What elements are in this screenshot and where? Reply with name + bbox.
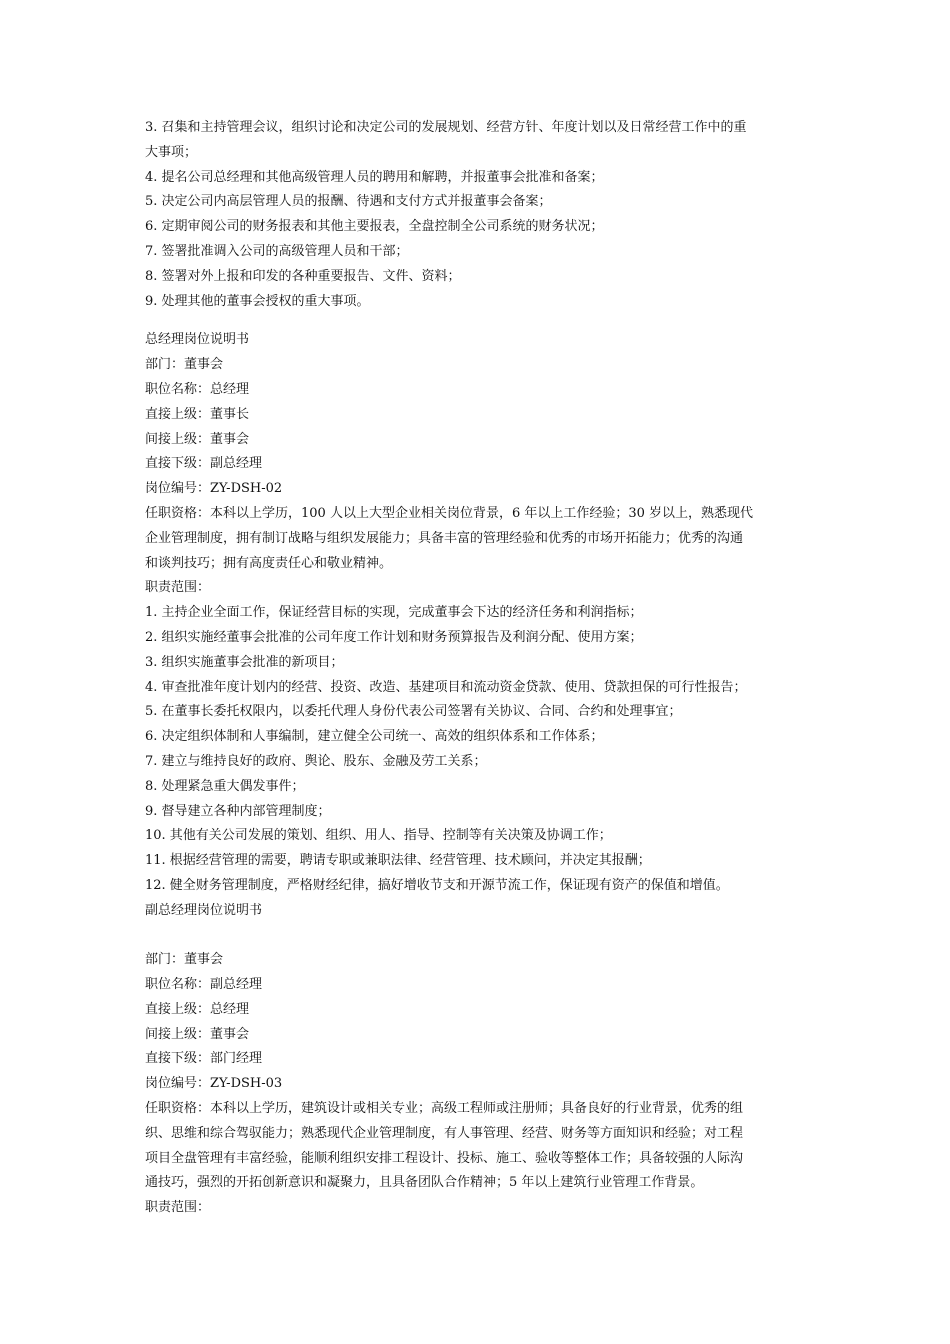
gm-field-direct-superior: 直接上级：董事长	[145, 406, 250, 422]
gm-title: 总经理岗位说明书	[145, 332, 250, 348]
document-page	[145, 116, 825, 1221]
dgm-field-department: 部门：董事会	[145, 952, 224, 968]
gm-duty-item: 8. 处理紧急重大偶发事件；	[145, 778, 305, 794]
gm-qualification-line: 和谈判技巧；拥有高度责任心和敬业精神。	[145, 555, 393, 571]
list-item: 7. 签署批准调入公司的高级管理人员和干部；	[145, 243, 409, 259]
gm-field-position: 职位名称：总经理	[145, 381, 250, 397]
gm-duty-item: 12. 健全财务管理制度，严格财经纪律，搞好增收节支和开源节流工作，保证现有资产的保值和增值。	[145, 877, 729, 893]
gm-section	[145, 328, 825, 898]
dgm-field-position-code: 岗位编号：ZY-DSH-03	[145, 1076, 283, 1092]
list-item: 8. 签署对外上报和印发的各种重要报告、文件、资料；	[145, 268, 461, 284]
gm-duty-item: 9. 督导建立各种内部管理制度；	[145, 803, 331, 819]
gm-duty-item: 3. 组织实施董事会批准的新项目；	[145, 654, 344, 670]
dgm-field-direct-subordinate: 直接下级：部门经理	[145, 1051, 263, 1067]
list-item: 6. 定期审阅公司的财务报表和其他主要报表，全盘控制全公司系统的财务状况；	[145, 219, 604, 235]
dgm-duties-label: 职责范围：	[145, 1200, 211, 1216]
dgm-qualification-line: 织、思维和综合驾驭能力；熟悉现代企业管理制度，有人事管理、经营、财务等方面知识和经验；对工程	[145, 1125, 744, 1141]
list-item: 5. 决定公司内高层管理人员的报酬、待遇和支付方式并报董事会备案；	[145, 194, 552, 210]
list-item: 9. 处理其他的董事会授权的重大事项。	[145, 293, 370, 309]
dgm-field-direct-superior: 直接上级：总经理	[145, 1001, 250, 1017]
dgm-title: 副总经理岗位说明书	[145, 902, 263, 918]
gm-field-direct-subordinate: 直接下级：副总经理	[145, 456, 263, 472]
dgm-section	[145, 899, 825, 1221]
gm-duty-item: 6. 决定组织体制和人事编制，建立健全公司统一、高效的组织体系和工作体系；	[145, 729, 604, 745]
gm-duty-item: 5. 在董事长委托权限内，以委托代理人身份代表公司签署有关协议、合同、合约和处理事宜；	[145, 704, 682, 720]
dgm-qualification-line: 任职资格：本科以上学历，建筑设计或相关专业；高级工程师或注册师；具备良好的行业背景，优秀的组	[145, 1101, 744, 1117]
gm-duty-item: 11. 根据经营管理的需要，聘请专职或兼职法律、经营管理、技术顾问，并决定其报酬；	[145, 853, 651, 869]
gm-duty-item: 1. 主持企业全面工作，保证经营目标的实现，完成董事会下达的经济任务和利润指标；	[145, 605, 643, 621]
gm-duty-item: 2. 组织实施经董事会批准的公司年度工作计划和财务预算报告及利润分配、使用方案；	[145, 629, 643, 645]
gm-duty-item: 7. 建立与维持良好的政府、舆论、股东、金融及劳工关系；	[145, 753, 487, 769]
list-item: 3. 召集和主持管理会议，组织讨论和决定公司的发展规划、经营方针、年度计划以及日常经营工作中的重	[145, 120, 747, 135]
dgm-qualification-line: 项目全盘管理有丰富经验，能顺利组织安排工程设计、投标、施工、验收等整体工作；具备较强的人际沟	[145, 1150, 744, 1166]
list-item: 大事项；	[145, 144, 198, 160]
gm-duty-item: 4. 审查批准年度计划内的经营、投资、改造、基建项目和流动资金贷款、使用、贷款担保的可行性报告；	[145, 679, 747, 695]
blank-line	[145, 924, 825, 949]
dgm-field-indirect-superior: 间接上级：董事会	[145, 1026, 250, 1042]
gm-field-department: 部门：董事会	[145, 357, 224, 373]
gm-qualification-line: 任职资格：本科以上学历，100 人以上大型企业相关岗位背景，6 年以上工作经验；30 岁以上，熟悉现代	[145, 505, 754, 521]
dgm-qualification-line: 通技巧，强烈的开拓创新意识和凝聚力，且具备团队合作精神；5 年以上建筑行业管理工作背景。	[145, 1175, 704, 1191]
gm-duties-label: 职责范围：	[145, 580, 211, 596]
list-item: 4. 提名公司总经理和其他高级管理人员的聘用和解聘，并报董事会批准和备案；	[145, 169, 604, 185]
gm-qualification-line: 企业管理制度，拥有制订战略与组织发展能力；具备丰富的管理经验和优秀的市场开拓能力；优秀的沟通	[145, 530, 744, 546]
gm-field-indirect-superior: 间接上级：董事会	[145, 431, 250, 447]
top-duties-list	[145, 116, 825, 314]
gm-duty-item: 10. 其他有关公司发展的策划、组织、用人、指导、控制等有关决策及协调工作；	[145, 828, 612, 844]
gm-field-position-code: 岗位编号：ZY-DSH-02	[145, 481, 283, 497]
dgm-field-position: 职位名称：副总经理	[145, 977, 263, 993]
